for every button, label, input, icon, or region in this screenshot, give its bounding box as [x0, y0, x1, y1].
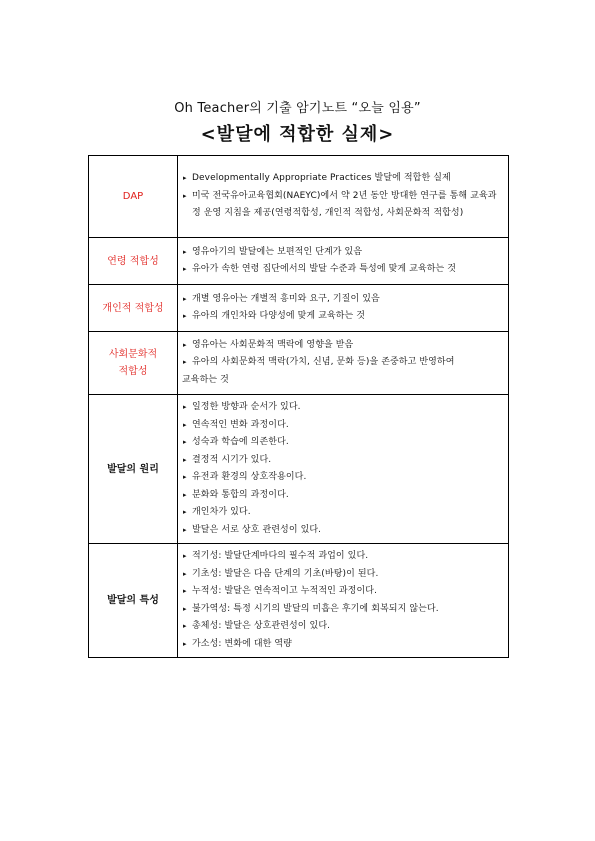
list-item-text: 성숙과 학습에 의존한다. — [192, 437, 289, 447]
list-item-text: 유아가 속한 연령 집단에서의 발달 수준과 특성에 맞게 교육하는 것 — [192, 264, 457, 274]
list-item-text: 미국 전국유아교육협회(NAEYC)에서 약 2년 동안 방대한 연구를 통해 교육과정 운영 지침을 제공(연령적합성, 개인적 적합성, 사회문화적 적합성) — [192, 190, 497, 219]
triangle-bullet-icon: ▸ — [183, 420, 187, 429]
triangle-bullet-icon: ▸ — [183, 438, 187, 446]
list-item-text: 개인차가 있다. — [192, 507, 251, 517]
row-label-individual-appropriateness: 개인적 적합성 — [89, 285, 178, 332]
list-item-text: 영유아기의 발달에는 보편적인 단계가 있음 — [192, 246, 363, 257]
concept-table — [88, 155, 509, 658]
triangle-bullet-icon: ▸ — [183, 358, 187, 367]
list-item-text: Developmentally Appropriate Practices 발달에 적합한 실제 — [192, 173, 451, 184]
triangle-bullet-icon: ▸ — [183, 174, 187, 183]
triangle-bullet-icon: ▸ — [183, 247, 187, 256]
triangle-bullet-icon: ▸ — [183, 639, 187, 648]
table-row-sociocultural — [89, 332, 509, 395]
list-item-text: 분화와 통합의 과정이다. — [192, 489, 289, 500]
triangle-bullet-icon: ▸ — [183, 587, 187, 595]
page-subtitle: <발달에 적합한 실제> — [200, 124, 395, 145]
list-item — [182, 399, 502, 417]
list-item — [182, 188, 502, 223]
triangle-bullet-icon: ▸ — [183, 622, 187, 630]
table-row-principles — [89, 395, 509, 544]
triangle-bullet-icon: ▸ — [183, 525, 187, 534]
triangle-bullet-icon: ▸ — [183, 265, 187, 273]
table-row-individual — [89, 285, 509, 332]
list-item — [182, 566, 502, 584]
list-item — [182, 308, 502, 326]
row-label-development-characteristics: 발달의 특성 — [89, 544, 178, 658]
triangle-bullet-icon: ▸ — [183, 312, 187, 320]
list-item — [182, 261, 502, 279]
triangle-bullet-icon: ▸ — [183, 604, 187, 613]
list-item-text: 연속적인 변화 과정이다. — [192, 419, 289, 430]
table-row-dap — [89, 156, 509, 238]
list-item-text: 유아의 개인차와 다양성에 맞게 교육하는 것 — [192, 311, 366, 321]
triangle-bullet-icon: ▸ — [183, 490, 187, 499]
list-item — [182, 244, 502, 262]
list-item-text: 영유아는 사회문화적 맥락에 영향을 받음 — [192, 339, 354, 350]
row-label-line: 사회문화적 — [108, 349, 158, 360]
list-item — [182, 548, 502, 566]
row-label-sociocultural-appropriateness — [89, 332, 178, 395]
list-item-text: 기초성: 발달은 다음 단계의 기초(바탕)이 된다. — [192, 568, 379, 579]
row-label-line: 적합성 — [118, 366, 148, 377]
row-content-principles — [178, 395, 509, 544]
list-item — [182, 601, 502, 619]
page-title: Oh Teacher의 기출 암기노트 “오늘 임용” — [174, 101, 421, 116]
list-item-text: 적기성: 발달단계마다의 필수적 과업이 있다. — [192, 551, 369, 561]
triangle-bullet-icon: ▸ — [183, 473, 187, 481]
list-item-text: 결정적 시기가 있다. — [192, 454, 272, 465]
list-item-text: 개별 영유아는 개별적 흥미와 요구, 기질이 있음 — [192, 293, 380, 304]
triangle-bullet-icon: ▸ — [183, 294, 187, 303]
row-content-sociocultural — [178, 332, 509, 395]
list-item — [182, 337, 502, 355]
list-item-continuation: 교육하는 것 — [182, 374, 229, 385]
row-content-individual — [178, 285, 509, 332]
list-item — [182, 618, 502, 636]
list-item-text: 유전과 환경의 상호작용이다. — [192, 472, 307, 482]
list-item — [182, 504, 502, 522]
table-row-age — [89, 238, 509, 285]
row-label-development-principles: 발달의 원리 — [89, 395, 178, 544]
list-item — [182, 583, 502, 601]
triangle-bullet-icon: ▸ — [183, 552, 187, 560]
list-item — [182, 452, 502, 470]
list-item — [182, 636, 502, 654]
row-content-age — [178, 238, 509, 285]
list-item — [182, 522, 502, 540]
list-item-text: 누적성: 발달은 연속적이고 누적적인 과정이다. — [192, 586, 378, 596]
row-label-age-appropriateness: 연령 적합성 — [89, 238, 178, 285]
list-item — [182, 417, 502, 435]
triangle-bullet-icon: ▸ — [183, 508, 187, 516]
list-item-text: 일정한 방향과 순서가 있다. — [192, 402, 301, 412]
triangle-bullet-icon: ▸ — [183, 403, 187, 411]
list-item — [182, 354, 502, 372]
row-content-characteristics — [178, 544, 509, 658]
triangle-bullet-icon: ▸ — [183, 455, 187, 464]
list-item-text: 불가역성: 특정 시기의 발달의 미흡은 후기에 회복되지 않는다. — [192, 603, 439, 614]
triangle-bullet-icon: ▸ — [183, 340, 187, 349]
list-item — [182, 434, 502, 452]
list-item — [182, 469, 502, 487]
list-item-text: 총체성: 발달은 상호관련성이 있다. — [192, 621, 331, 631]
list-item — [182, 291, 502, 309]
list-item-text: 유아의 사회문화적 맥락(가치, 신념, 문화 등)을 존중하고 반영하여 — [192, 357, 455, 368]
list-item-text: 발달은 서로 상호 관련성이 있다. — [192, 524, 322, 535]
list-item — [182, 487, 502, 505]
row-label-dap: DAP — [89, 156, 178, 238]
table-row-characteristics — [89, 544, 509, 658]
triangle-bullet-icon: ▸ — [183, 569, 187, 578]
list-item-text: 가소성: 변화에 대한 역량 — [192, 638, 292, 649]
triangle-bullet-icon: ▸ — [183, 191, 187, 200]
row-content-dap — [178, 156, 509, 238]
list-item — [182, 170, 502, 188]
